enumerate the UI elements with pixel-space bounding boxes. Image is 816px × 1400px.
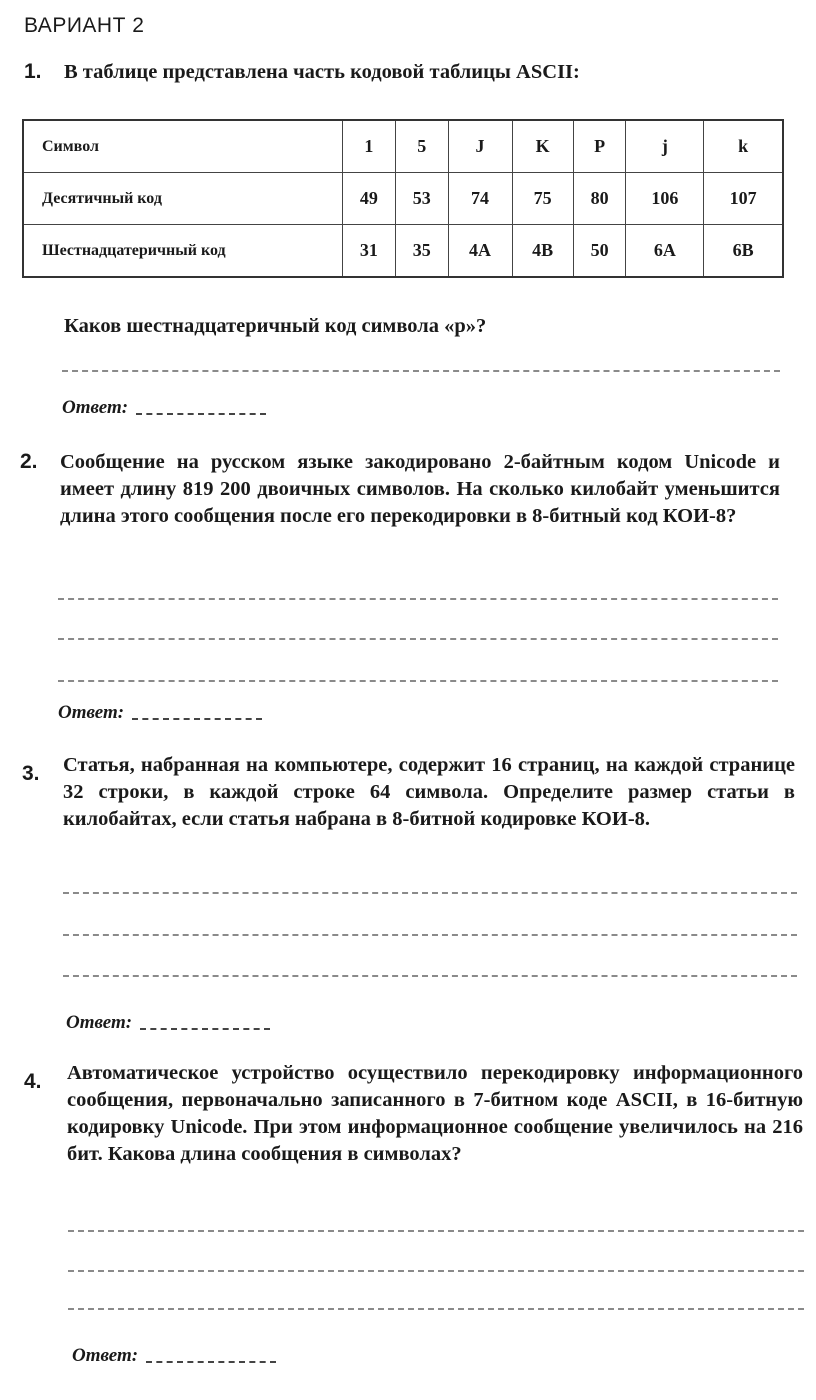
table-cell: 6B	[704, 225, 783, 278]
answer-label: Ответ:	[66, 1012, 133, 1033]
table-cell: 1	[343, 120, 396, 173]
table-cell: 75	[512, 173, 573, 225]
answer-line[interactable]	[58, 598, 778, 600]
answer-line[interactable]	[58, 680, 778, 682]
question-4-number: 4.	[24, 1070, 42, 1093]
answer-line[interactable]	[68, 1308, 804, 1310]
question-2-text: Сообщение на русском языке закодировано 2-байтным кодом Unicode и имеет длину 819 200 двоичных символов. На сколько килобайт уменьшится длина этого сообщения после его перекодировки в 8-битный код КОИ-8?	[60, 451, 780, 527]
table-cell: 49	[343, 173, 396, 225]
table-row-label: Символ	[23, 120, 343, 173]
answer-blank[interactable]	[140, 1028, 270, 1030]
answer-field[interactable]	[58, 702, 262, 724]
table-cell: 53	[395, 173, 448, 225]
answer-line[interactable]	[68, 1270, 804, 1272]
variant-title: ВАРИАНТ 2	[24, 14, 145, 37]
answer-line[interactable]	[63, 892, 797, 894]
answer-field[interactable]	[62, 397, 266, 419]
table-row-label: Десятичный код	[23, 173, 343, 225]
question-1-text: В таблице представлена часть кодовой таблицы ASCII:	[64, 61, 580, 83]
question-1-prompt: Каков шестнадцатеричный код символа «p»?	[64, 315, 487, 337]
answer-blank[interactable]	[132, 718, 262, 720]
table-cell: 4B	[512, 225, 573, 278]
table-row-symbol	[23, 120, 783, 173]
table-cell: 4A	[448, 225, 512, 278]
answer-label: Ответ:	[72, 1345, 139, 1366]
answer-label: Ответ:	[62, 397, 129, 418]
question-3-number: 3.	[22, 762, 40, 785]
question-1-number: 1.	[24, 60, 42, 83]
answer-line[interactable]	[63, 975, 797, 977]
table-cell: 6A	[626, 225, 704, 278]
answer-field[interactable]	[66, 1012, 270, 1034]
question-4-text: Автоматическое устройство осуществило перекодировку информационного сообщения, первоначально записанного в 7-битном коде ASCII, в 16-битную кодировку Unicode. При этом информационное сообщение увеличилось на 216 бит. Какова длина сообщения в символах?	[67, 1062, 803, 1165]
answer-field[interactable]	[72, 1345, 276, 1367]
table-cell: j	[626, 120, 704, 173]
table-cell: 50	[573, 225, 626, 278]
table-cell: 5	[395, 120, 448, 173]
question-3-text: Статья, набранная на компьютере, содержит 16 страниц, на каждой странице 32 строки, в каждой строке 64 символа. Определите размер статьи в килобайтах, если статья набрана в 8-битной кодировке КОИ-8.	[63, 754, 795, 830]
answer-blank[interactable]	[136, 413, 266, 415]
table-row-hex	[23, 225, 783, 278]
answer-line[interactable]	[68, 1230, 804, 1232]
table-cell: 80	[573, 173, 626, 225]
ascii-code-table	[22, 119, 784, 278]
table-cell: K	[512, 120, 573, 173]
answer-label: Ответ:	[58, 702, 125, 723]
answer-line[interactable]	[62, 370, 780, 372]
table-row-label: Шестнадцатеричный код	[23, 225, 343, 278]
table-cell: k	[704, 120, 783, 173]
table-cell: 106	[626, 173, 704, 225]
table-cell: 107	[704, 173, 783, 225]
answer-line[interactable]	[63, 934, 797, 936]
table-cell: J	[448, 120, 512, 173]
table-cell: 35	[395, 225, 448, 278]
table-cell: 31	[343, 225, 396, 278]
table-cell: P	[573, 120, 626, 173]
answer-line[interactable]	[58, 638, 778, 640]
question-2-number: 2.	[20, 450, 38, 473]
answer-blank[interactable]	[146, 1361, 276, 1363]
table-row-decimal	[23, 173, 783, 225]
table-cell: 74	[448, 173, 512, 225]
